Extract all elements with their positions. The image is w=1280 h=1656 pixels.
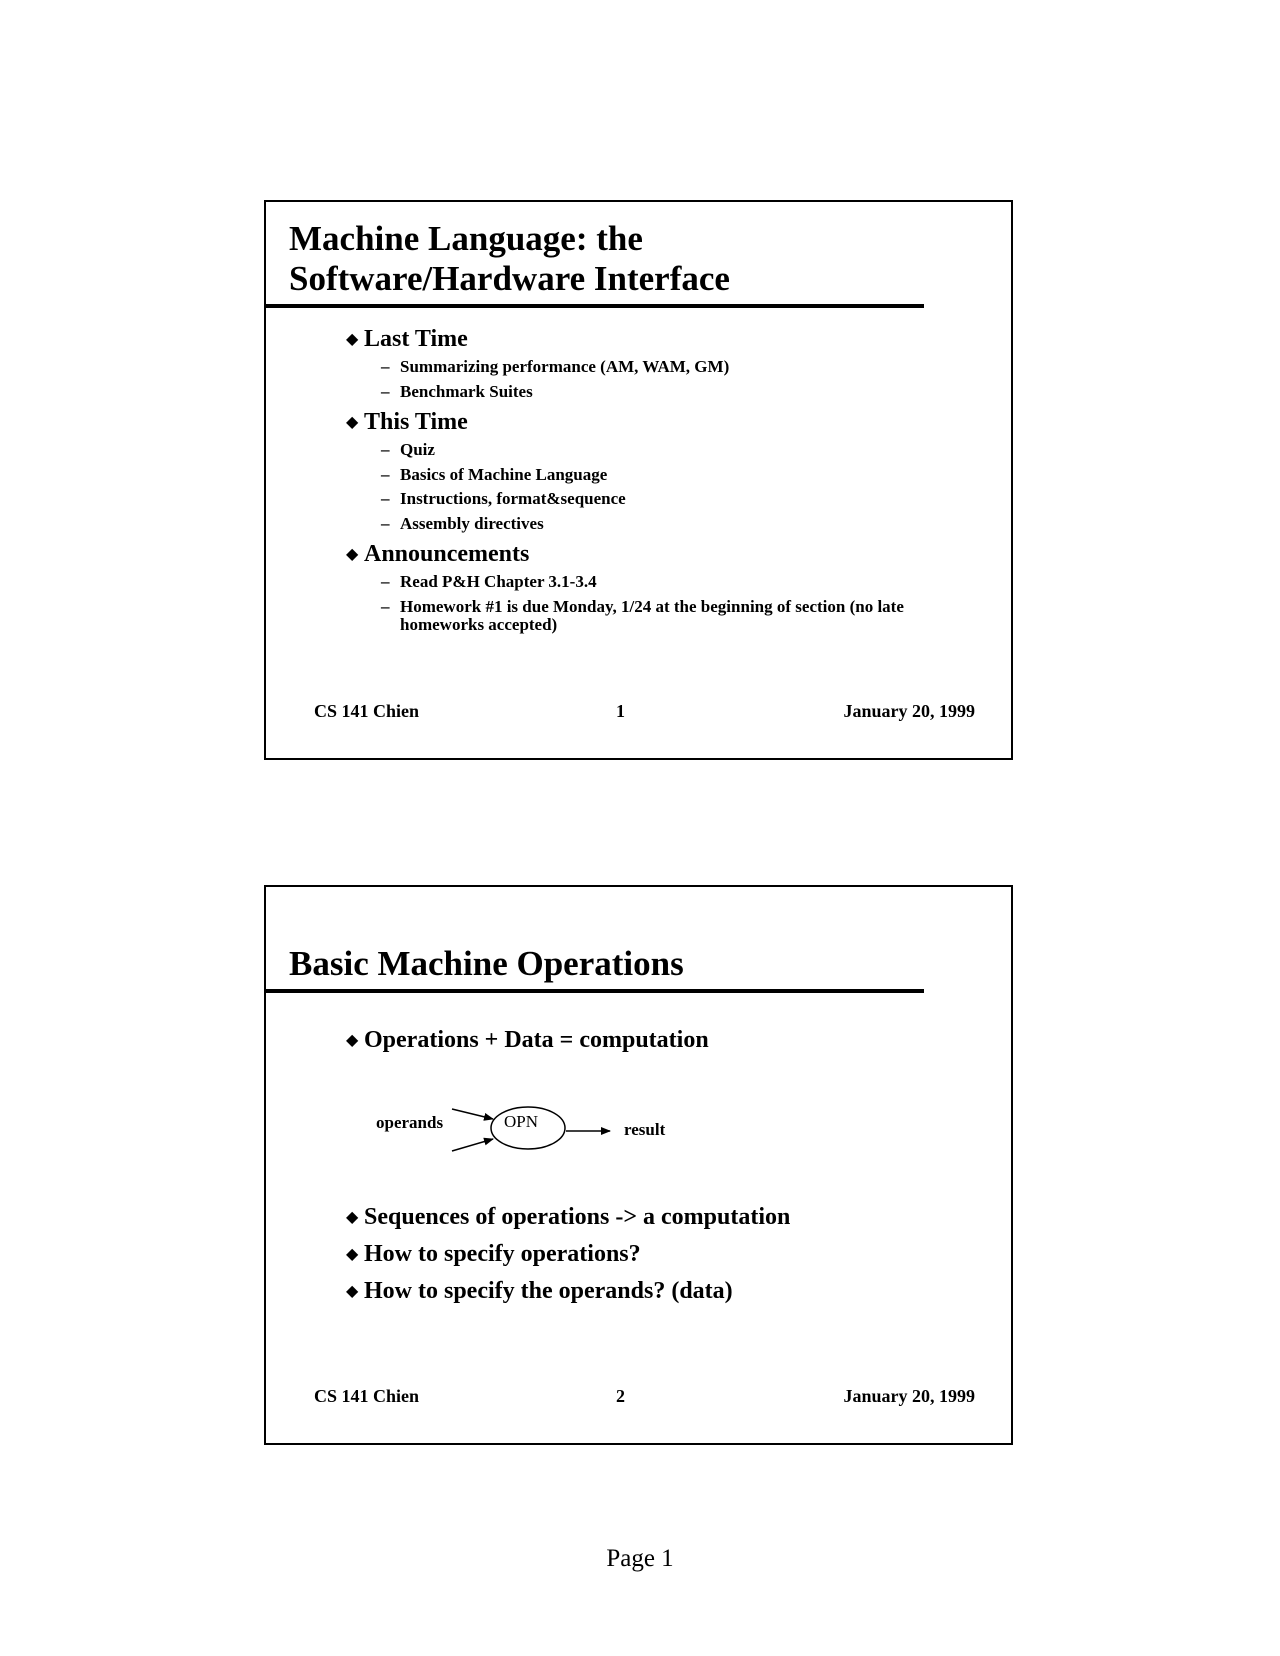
section-this-time	[346, 408, 991, 536]
bullet-list	[346, 1026, 991, 1055]
list-item	[381, 463, 991, 488]
slide-title-line-1: Machine Language: the	[289, 219, 643, 258]
operand-arrow-bottom	[452, 1139, 493, 1151]
list-item-text: Assembly directives	[400, 513, 544, 533]
footer-course: CS 141 Chien	[314, 701, 420, 721]
list-item-text: How to specify operations?	[364, 1241, 641, 1267]
list-item-text: Operations + Data = computation	[364, 1027, 709, 1053]
title-rule	[266, 989, 924, 993]
diamond-bullet-icon: ◆	[346, 546, 359, 563]
footer-date: January 20, 1999	[843, 1386, 975, 1406]
section-heading: Announcements	[364, 541, 530, 567]
dash-bullet-icon: –	[381, 489, 390, 508]
footer-slide-number: 1	[616, 701, 625, 721]
slide-title-line-2: Software/Hardware Interface	[289, 259, 730, 298]
bullet-list	[346, 1203, 991, 1314]
slide-title	[289, 219, 730, 299]
slide-title: Basic Machine Operations	[289, 944, 684, 983]
list-item	[381, 595, 991, 634]
footer-date: January 20, 1999	[843, 701, 975, 721]
title-rule	[266, 304, 924, 308]
diamond-bullet-icon: ◆	[346, 414, 359, 431]
result-label: result	[624, 1120, 666, 1139]
section-announcements	[346, 540, 991, 634]
list-item-text: Summarizing performance (AM, WAM, GM)	[400, 357, 730, 376]
list-item	[346, 1277, 991, 1306]
dash-bullet-icon: –	[381, 381, 390, 401]
list-item	[346, 1203, 991, 1232]
footer-course: CS 141 Chien	[314, 1386, 420, 1406]
operands-label: operands	[376, 1113, 444, 1132]
dash-bullet-icon: –	[381, 513, 390, 533]
list-item-text: Sequences of operations -> a computation	[364, 1204, 791, 1230]
diamond-bullet-icon: ◆	[346, 1283, 359, 1300]
list-item-text: Basics of Machine Language	[400, 464, 608, 484]
diamond-bullet-icon: ◆	[346, 1032, 359, 1049]
dash-bullet-icon: –	[381, 357, 390, 376]
list-item	[346, 1026, 991, 1055]
section-heading: Last Time	[364, 326, 468, 352]
list-item	[381, 380, 991, 405]
list-item-text: Quiz	[400, 440, 435, 459]
list-item	[381, 487, 991, 512]
page-number: Page 1	[606, 1545, 674, 1572]
list-item-text: Homework #1 is due Monday, 1/24 at the beginning of section (no late homeworks accepted)	[400, 596, 904, 634]
list-item-text: Instructions, format&sequence	[400, 489, 626, 508]
dash-bullet-icon: –	[381, 440, 390, 459]
dash-bullet-icon: –	[381, 596, 390, 616]
dash-bullet-icon: –	[381, 572, 390, 591]
list-item	[381, 570, 991, 595]
bullet-list	[346, 325, 991, 638]
diamond-bullet-icon: ◆	[346, 1246, 359, 1263]
operation-diagram	[376, 1097, 696, 1177]
list-item	[381, 438, 991, 463]
section-heading: This Time	[364, 409, 468, 435]
list-item	[381, 355, 991, 380]
footer-slide-number: 2	[616, 1386, 625, 1406]
list-item-text: Benchmark Suites	[400, 381, 533, 401]
dash-bullet-icon: –	[381, 464, 390, 484]
diamond-bullet-icon: ◆	[346, 1209, 359, 1226]
list-item-text: Read P&H Chapter 3.1-3.4	[400, 572, 597, 591]
list-item-text: How to specify the operands? (data)	[364, 1278, 733, 1304]
operand-arrow-top	[452, 1109, 493, 1119]
list-item	[381, 512, 991, 537]
slide-2	[264, 885, 1013, 1445]
slide-1	[264, 200, 1013, 760]
opn-label: OPN	[504, 1112, 539, 1131]
section-last-time	[346, 325, 991, 404]
list-item	[346, 1240, 991, 1269]
diamond-bullet-icon: ◆	[346, 331, 359, 348]
